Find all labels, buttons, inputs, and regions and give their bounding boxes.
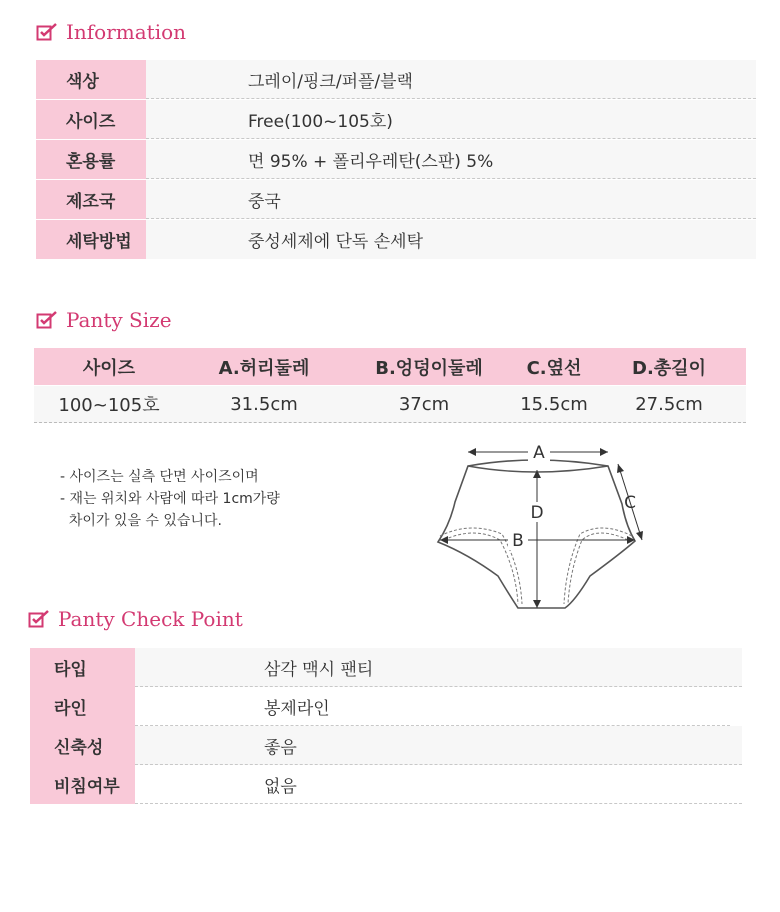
info-row-material — [36, 140, 756, 179]
size-header-cell: C.옆선 — [526, 357, 582, 379]
check-value: 좋음 — [264, 738, 297, 758]
info-value: 중성세제에 단독 손세탁 — [248, 232, 424, 252]
check-row-type — [30, 648, 742, 687]
info-row-color — [36, 60, 756, 99]
size-cell: 100~105호 — [58, 395, 160, 416]
check-label: 신축성 — [30, 726, 135, 765]
info-value: Free(100~105호) — [248, 112, 393, 132]
information-table — [36, 60, 756, 260]
check-point-table — [30, 648, 742, 808]
info-label: 색상 — [36, 60, 146, 99]
size-note: 차이가 있을 수 있습니다. — [60, 513, 222, 529]
panty-size-title — [36, 308, 172, 332]
info-label: 사이즈 — [36, 100, 146, 139]
check-row-stretch — [30, 726, 742, 765]
size-table-row — [34, 386, 746, 423]
size-cell: 15.5cm — [520, 393, 588, 415]
check-point-title — [28, 607, 243, 631]
check-value: 없음 — [264, 777, 297, 797]
size-table-header — [34, 348, 746, 385]
checkbox-pencil-icon — [36, 22, 58, 42]
size-header-cell: A.허리둘레 — [218, 357, 310, 379]
check-label: 비침여부 — [30, 765, 135, 804]
info-label: 제조국 — [36, 180, 146, 219]
info-value: 그레이/핑크/퍼플/블랙 — [248, 72, 413, 92]
size-note: - 재는 위치와 사람에 따라 1cm가량 — [60, 491, 280, 507]
info-label: 혼용률 — [36, 140, 146, 179]
check-label: 타입 — [30, 648, 135, 687]
panty-size-title-text: Panty Size — [66, 308, 172, 332]
checkbox-pencil-icon — [28, 609, 50, 629]
size-cell: 31.5cm — [230, 393, 298, 415]
size-notes — [60, 466, 280, 532]
size-header-cell: 사이즈 — [82, 357, 136, 379]
check-value: 봉제라인 — [264, 699, 330, 719]
checkbox-pencil-icon — [36, 310, 58, 330]
info-row-origin — [36, 180, 756, 219]
label-a: A — [533, 443, 545, 463]
info-value: 중국 — [248, 192, 281, 212]
size-header-cell: B.엉덩이둘레 — [375, 357, 483, 379]
info-label: 세탁방법 — [36, 220, 146, 259]
size-cell: 37cm — [398, 393, 450, 415]
check-row-sheer — [30, 765, 742, 804]
label-b: B — [512, 531, 524, 551]
check-row-line — [30, 687, 742, 726]
info-value: 면 95% + 폴리우레탄(스판) 5% — [248, 152, 494, 172]
information-title-text: Information — [66, 20, 187, 44]
size-note: - 사이즈는 실측 단면 사이즈이며 — [60, 469, 259, 485]
check-value: 삼각 맥시 팬티 — [264, 660, 374, 680]
size-header-cell: D.총길이 — [632, 357, 706, 379]
information-title — [36, 20, 186, 44]
info-row-size — [36, 100, 756, 139]
label-c: C — [624, 493, 636, 513]
label-d: D — [530, 503, 544, 523]
panty-diagram — [430, 436, 660, 616]
info-row-washing — [36, 220, 756, 259]
check-point-title-text: Panty Check Point — [58, 607, 243, 631]
check-label: 라인 — [30, 687, 135, 726]
size-cell: 27.5cm — [635, 393, 703, 415]
